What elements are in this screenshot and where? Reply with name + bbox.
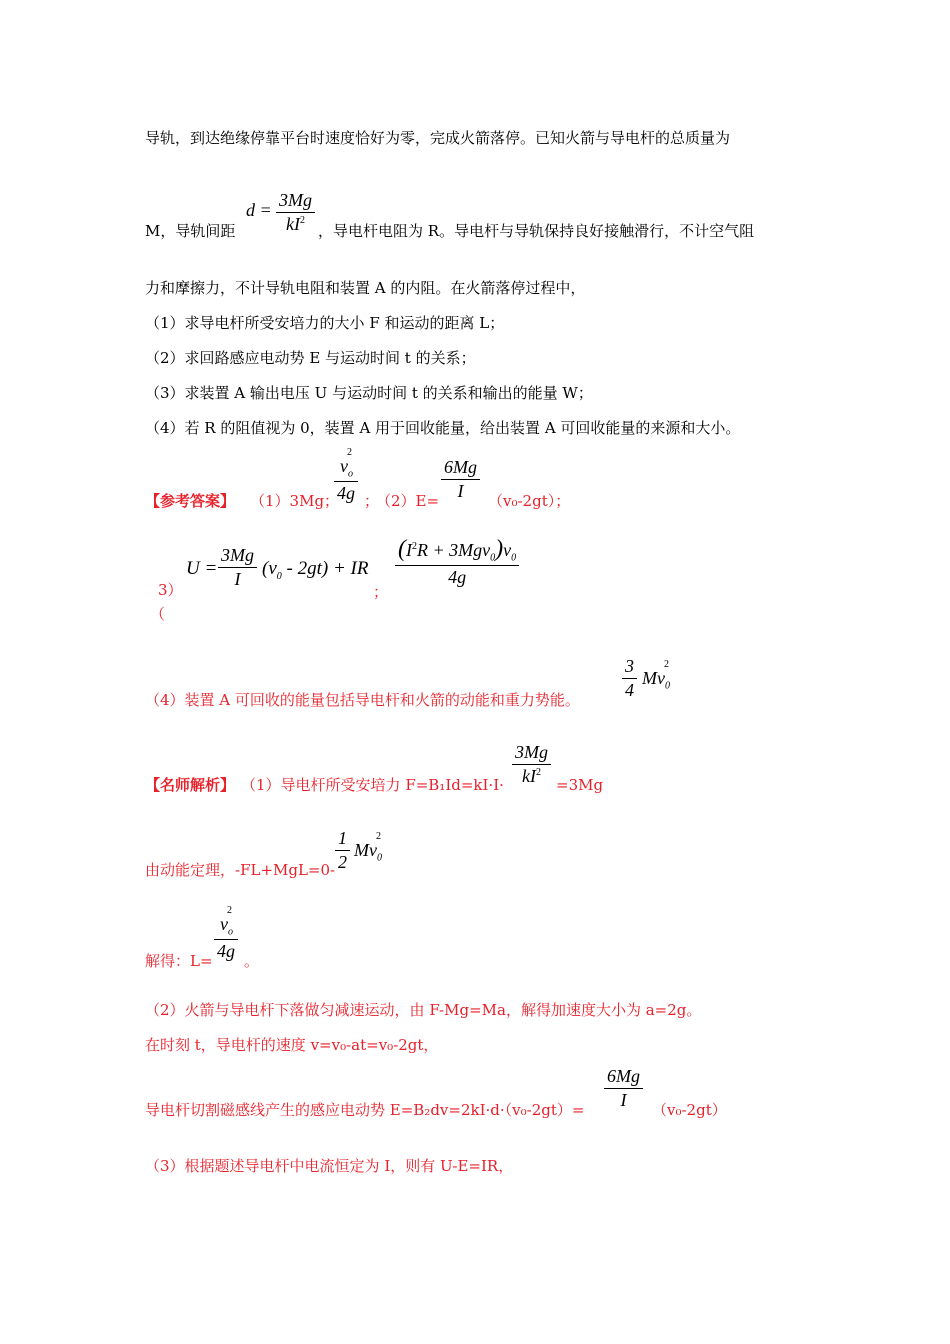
problem-line-2-prefix: M，导轨间距 [145, 222, 236, 240]
analysis-step-6: 导电杆切割磁感线产生的感应电动势 E=B₂dv=2kI·d·（v₀-2gt）= [145, 1101, 585, 1119]
formula-L-solution: $v_o^2$ 4g [214, 914, 238, 962]
problem-line-2-suffix: ，导电杆电阻为 R。导电杆与导轨保持良好接触滑行，不计空气阻 [318, 222, 755, 240]
formula-recoverable-energy-rest: $Mv_0^2$ [642, 659, 670, 692]
question-1: （1）求导电杆所受安培力的大小 F 和运动的距离 L； [145, 314, 505, 332]
formula-ampere-force: 3Mg $kI^2$ [512, 742, 551, 787]
formula-kinetic-energy: 1 2 [335, 828, 350, 873]
analysis-step-2: 由动能定理，-FL+MgL=0- [145, 861, 336, 879]
formula-U-rest: $(v_0 - 2gt)$ + IR [262, 558, 369, 582]
formula-d-fraction: 3Mg $kI^2$ [276, 190, 315, 235]
question-3: （3）求装置 A 输出电压 U 与运动时间 t 的关系和输出的能量 W； [145, 384, 593, 402]
analysis-step-3-suffix: 。 [244, 952, 260, 970]
problem-line-3: 力和摩擦力，不计导轨电阻和装置 A 的内阻。在火箭落停过程中， [145, 279, 586, 297]
analysis-step-5: 在时刻 t，导电杆的速度 v=v₀-at=v₀-2gt， [145, 1036, 439, 1054]
question-4: （4）若 R 的阻值视为 0，装置 A 用于回收能量，给出装置 A 可回收能量的来源和大小。 [145, 419, 741, 437]
problem-line-1: 导轨，到达绝缘停靠平台时速度恰好为零，完成火箭落停。已知火箭与导电杆的总质量为 [145, 129, 731, 147]
answer-3-paren: （ [150, 605, 166, 623]
formula-U-label: U = [186, 558, 218, 579]
answer-2-suffix: （v₀-2gt）； [488, 492, 571, 510]
answer-1: （1）3Mg； [250, 492, 340, 510]
answer-4: （4）装置 A 可回收的能量包括导电杆和火箭的动能和重力势能。 [145, 691, 580, 709]
formula-recoverable-energy: 3 4 [622, 656, 637, 701]
formula-W-fraction: $(I^2R + 3Mgv_0)v_0$ 4g [395, 536, 519, 588]
analysis-step-3-prefix: 解得：L= [145, 952, 213, 970]
formula-emf-fraction: 6Mg I [604, 1066, 643, 1111]
formula-E-answer: 6Mg I [441, 457, 480, 502]
formula-kinetic-energy-rest: $Mv_0^2$ [354, 831, 382, 864]
answer-sep-1: ； [364, 492, 380, 510]
analysis-step-1-suffix: =3Mg [556, 776, 604, 794]
formula-L-answer: $v_o^2$ 4g [334, 456, 358, 504]
formula-U-fraction: 3Mg I [218, 545, 257, 590]
answer-tag: 【参考答案】 [145, 492, 236, 510]
answer-2-prefix: （2）E= [376, 492, 440, 510]
analysis-step-7: （3）根据题述导电杆中电流恒定为 I，则有 U-E=IR， [145, 1157, 514, 1175]
question-2: （2）求回路感应电动势 E 与运动时间 t 的关系； [145, 349, 476, 367]
analysis-tag: 【名师解析】 [145, 776, 236, 794]
answer-3-sep: ； [373, 583, 389, 601]
analysis-step-1: （1）导电杆所受安培力 F=B₁Id=kI·I· [241, 776, 504, 794]
answer-3-number: 3） [158, 581, 183, 599]
analysis-step-6-suffix: （v₀-2gt） [652, 1101, 727, 1119]
d-equals-label: d = [246, 200, 272, 220]
analysis-step-4: （2）火箭与导电杆下落做匀减速运动，由 F-Mg=Ma，解得加速度大小为 a=2g。 [145, 1001, 702, 1019]
